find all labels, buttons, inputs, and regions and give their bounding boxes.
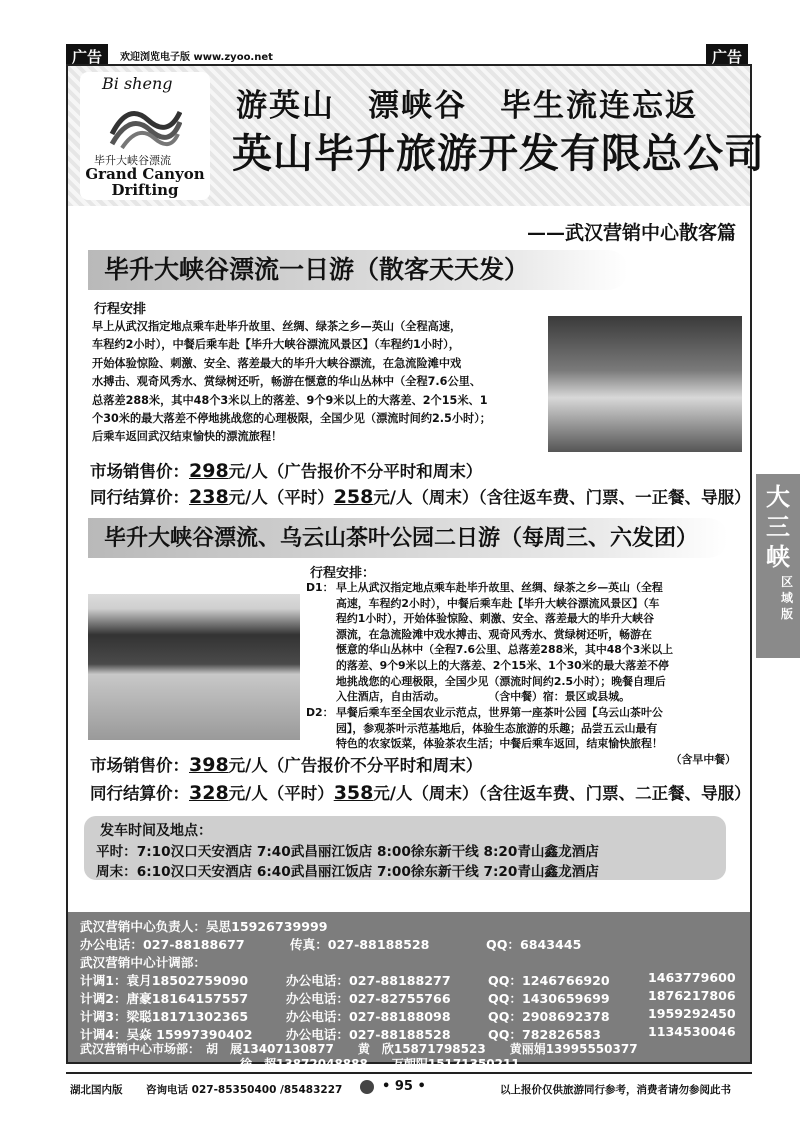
side-tab-big: 大三峡 (766, 482, 790, 571)
subtitle: ——武汉营销中心散客篇 (526, 222, 736, 244)
price-value: 398 (189, 754, 229, 776)
itinerary-line: 早上从武汉指定地点乘车赴毕升故里、丝绸、绿茶之乡—英山（全程 (336, 581, 663, 594)
planner-4-name: 计调4：吴焱 15997390402 (80, 1027, 253, 1042)
itinerary-line: 后乘车返回武汉结束愉快的漂流旅程！ (92, 430, 283, 444)
price-note: 元/人（周末）（含往返车费、门票、二正餐、导服） (373, 784, 751, 803)
market-dept-line1: 武汉营销中心市场部： 胡 展13407130877 黄 欣15871798523 黄丽娟13995550377 (80, 1042, 638, 1056)
planner-4-qq: QQ：782826583 (488, 1027, 601, 1042)
itinerary-line: 总落差288米，其中48个3米以上的落差、9个9米以上的大落差、2个15米、1 (92, 393, 488, 407)
footer-tel: 咨询电话 027-85350400 /85483227 (146, 1084, 343, 1096)
planner-4-qq2: 1134530046 (648, 1024, 736, 1039)
itinerary-line: 园】，参观茶叶示范基地后，体验生态旅游的乐趣；品尝五云山最有 (336, 721, 658, 735)
planner-3-tel: 办公电话：027-88188098 (286, 1009, 451, 1024)
footer-rule (66, 1072, 752, 1074)
itinerary-line: 开始体验惊险、刺激、安全、落差最大的毕升大峡谷漂流，在急流险滩中戏 (92, 356, 462, 370)
logo-en (82, 166, 208, 198)
departure-title: 发车时间及地点： (100, 823, 212, 839)
price-value: 358 (333, 782, 374, 804)
contact-block (68, 912, 750, 1071)
logo-en-line2: Drifting (111, 181, 179, 199)
tour1-banner: 毕升大峡谷漂流一日游（散客天天发） (88, 250, 628, 290)
planner-3-qq: QQ：2908692378 (488, 1009, 610, 1024)
logo-en-line1: Grand Canyon (85, 165, 205, 183)
price-value: 298 (189, 460, 229, 482)
planner-2-qq: QQ：1430659699 (488, 991, 610, 1006)
rafting-photo-1 (548, 316, 742, 452)
tour2-market-price (90, 752, 482, 776)
itinerary-line: 早餐后乘车至全国农业示范点，世界第一座茶叶公园【乌云山茶叶公 (336, 706, 663, 719)
planner-1-qq: QQ：1246766920 (488, 973, 610, 988)
contact-head: 武汉营销中心负责人：吴思15926739999 (80, 919, 328, 934)
fax: 传真：027-88188528 (290, 937, 430, 952)
itinerary-line: 程约1小时），开始体验惊险、刺激、安全、落差最大的毕升大峡谷 (336, 612, 654, 626)
price-label: 同行结算价： (90, 784, 189, 803)
footer-left: 湖北国内版 (70, 1084, 123, 1096)
planner-4-tel: 办公电话：027-88188528 (286, 1027, 451, 1042)
price-value: 258 (333, 486, 374, 508)
slogan: 游英山 漂峡谷 毕生流连忘返 (236, 88, 698, 124)
itinerary-line: 早上从武汉指定地点乘车赴毕升故里、丝绸、绿茶之乡—英山（全程高速， (92, 320, 462, 333)
tour1-peer-price (90, 484, 751, 508)
itinerary-line: 惬意的华山丛林中（全程7.6公里、总落差288米，其中48个3米以上 (336, 643, 674, 657)
ad-tag-right: 广告 (706, 44, 748, 69)
qq: QQ：6843445 (486, 937, 582, 952)
market-dept-line2: 徐 超13872048888 万朝阳15171350211 (240, 1057, 520, 1071)
logo-cn: 毕升大峡谷漂流 (94, 154, 171, 167)
logo-script: Bi sheng (102, 74, 173, 93)
itinerary-line: 的落差、9个9米以上的大落差、2个15米、1个30米的最大落差不停 (336, 658, 669, 672)
price-label: 市场销售价： (90, 462, 189, 481)
wave-logo-icon (108, 94, 182, 150)
side-region-tab (756, 474, 800, 658)
price-note: 元/人（广告报价不分平时和周末） (228, 462, 483, 481)
tour2-banner: 毕升大峡谷漂流、乌云山茶叶公园二日游（每周三、六发团） (88, 518, 728, 558)
itinerary-line: 水搏击、观奇风秀水、赏绿树还听，畅游在惬意的华山丛林中（全程7.6公里、 (92, 375, 482, 389)
tour1-itinerary-title: 行程安排 (94, 302, 147, 317)
price-note: 元/人（广告报价不分平时和周末） (228, 756, 483, 775)
tour1-itinerary (92, 318, 548, 447)
price-note: 元/人（平时） (228, 784, 334, 803)
price-note: 元/人（平时） (228, 488, 334, 507)
departure-weekend: 周末：6:10汉口天安酒店 6:40武昌丽江饭店 7:00徐东新干线 7:20青山鑫龙酒店 (96, 864, 599, 880)
itinerary-line: 个30米的最大落差不停地挑战您的心理极限，全国少见（漂流时间约2.5小时）； (92, 412, 491, 426)
itinerary-line: 车程约2小时），中餐后乘车赴【毕升大峡谷漂流风景区】（车程约1小时）， (92, 338, 460, 352)
welcome-text: 欢迎浏览电子版 www.zyoo.net (120, 52, 273, 63)
tour2-peer-price (90, 780, 751, 804)
price-value: 238 (189, 486, 229, 508)
itinerary-line: 高速，车程约2小时），中餐后乘车赴【毕升大峡谷漂流风景区】（车 (336, 596, 660, 610)
planner-1-name: 计调1：袁月18502759090 (80, 973, 249, 988)
tour1-market-price (90, 458, 482, 482)
rafting-photo-2 (88, 594, 300, 740)
planner-2-tel: 办公电话：027-82755766 (286, 991, 451, 1006)
side-tab-small: 区域版 (780, 575, 793, 621)
planner-1-tel: 办公电话：027-88188277 (286, 973, 451, 988)
price-label: 同行结算价： (90, 488, 189, 507)
tour2-d1-label: D1： (306, 581, 334, 594)
tour2-d2-label: D2： (306, 706, 334, 719)
page-seal-icon (360, 1080, 374, 1094)
price-note: 元/人（周末）（含往返车费、门票、一正餐、导服） (373, 488, 751, 507)
itinerary-line: 特色的农家饭菜，体验茶农生活；中餐后乘车返回，结束愉快旅程！ (336, 737, 663, 751)
planner-1-qq2: 1463779600 (648, 970, 736, 985)
planner-2-qq2: 1876217806 (648, 988, 736, 1003)
planner-3-name: 计调3：梁聪18171302365 (80, 1009, 249, 1024)
itinerary-line: 入住酒店，自由活动。 （含中餐）宿：景区或县城。 (336, 690, 631, 704)
office-tel: 办公电话：027-88188677 (80, 937, 245, 952)
ad-tag-left: 广告 (66, 44, 108, 69)
itinerary-line: 漂流，在急流险滩中戏水搏击、观奇风秀水、赏绿树还听，畅游在 (336, 627, 652, 641)
departure-weekday: 平时：7:10汉口天安酒店 7:40武昌丽江饭店 8:00徐东新干线 8:20青山鑫龙酒店 (96, 844, 599, 860)
tour2-d1 (336, 580, 746, 705)
page-number: • 95 • (382, 1079, 426, 1094)
footer-right: 以上报价仅供旅游同行参考，消费者请勿参阅此书 (500, 1084, 731, 1096)
itinerary-line: 地挑战您的心理极限，全国少见（漂流时间约2.5小时）；晚餐自理后 (336, 674, 666, 688)
price-label: 市场销售价： (90, 756, 189, 775)
tour2-itinerary-title: 行程安排： (310, 566, 376, 581)
itinerary-line: （含早中餐） (670, 752, 736, 766)
planner-3-qq2: 1959292450 (648, 1006, 736, 1021)
price-value: 328 (189, 782, 229, 804)
logo (80, 72, 210, 200)
planner-2-name: 计调2：唐豪18164157557 (80, 991, 249, 1006)
dept-title: 武汉营销中心计调部： (80, 955, 206, 970)
company-name: 英山毕升旅游开发有限总公司 (232, 131, 765, 177)
